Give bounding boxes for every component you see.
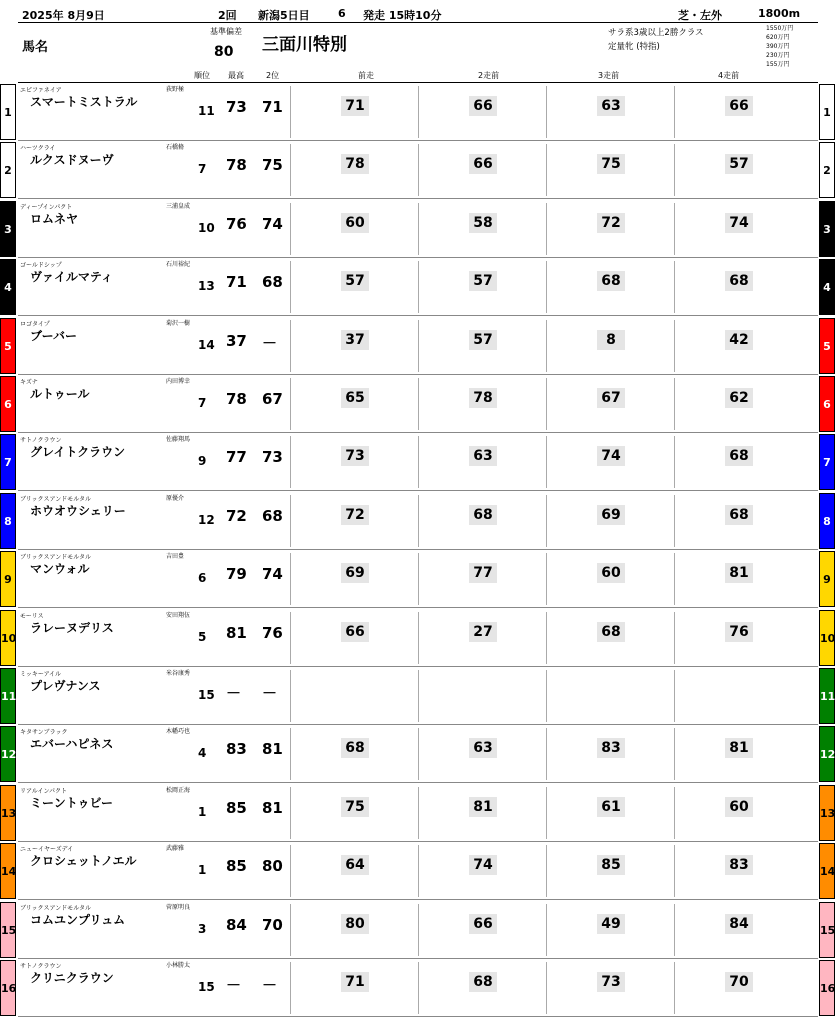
table-row[interactable]	[18, 785, 818, 842]
sire-name: ハーツクライ	[20, 145, 56, 152]
sire-name: リアルインパクト	[20, 788, 68, 795]
post-number-right: 3	[819, 201, 835, 257]
run-index-value: 66	[469, 154, 497, 174]
past-run-2	[418, 670, 539, 722]
post-number-right: 12	[819, 726, 835, 782]
horse-name[interactable]: スマートミストラル	[30, 95, 138, 109]
horse-name[interactable]: ラレーヌデリス	[30, 621, 114, 635]
past-run-3	[546, 845, 667, 897]
post-number-right: 15	[819, 902, 835, 958]
second-value: 68	[262, 507, 283, 525]
best-value: －	[226, 976, 242, 994]
second-value: 76	[262, 624, 283, 642]
table-row[interactable]	[18, 376, 818, 433]
table-row[interactable]	[18, 318, 818, 375]
horse-name[interactable]: ホウオウシェリー	[30, 504, 126, 518]
past-run-1	[290, 144, 411, 196]
prize-4: 230万円	[766, 52, 790, 59]
horse-name[interactable]: クリニクラウン	[30, 971, 114, 985]
run-index-value: 77	[469, 563, 497, 583]
post-number-right: 8	[819, 493, 835, 549]
past-run-2	[418, 612, 539, 664]
past-run-2	[418, 553, 539, 605]
past-run-1	[290, 670, 411, 722]
past-run-3	[546, 86, 667, 138]
run-index-value: 72	[341, 505, 369, 525]
table-row[interactable]	[18, 668, 818, 725]
run-index-value: 68	[597, 271, 625, 291]
past-run-1	[290, 612, 411, 664]
horse-name[interactable]: ルトゥール	[30, 387, 90, 401]
run-index-value: 74	[469, 855, 497, 875]
past-run-1	[290, 378, 411, 430]
second-value: 74	[262, 215, 283, 233]
table-row[interactable]	[18, 434, 818, 491]
second-value: 81	[262, 740, 283, 758]
run-index-value: 80	[341, 914, 369, 934]
post-number-left: 4	[0, 259, 16, 315]
past-run-1	[290, 787, 411, 839]
race-weight-rule: 定量牝 (特指)	[608, 42, 660, 52]
past-run-4	[674, 378, 795, 430]
post-number-left: 3	[0, 201, 16, 257]
second-value: 67	[262, 390, 283, 408]
sire-name: モーリス	[20, 613, 44, 620]
jockey-name: 石川裕紀	[166, 261, 191, 268]
past-run-4	[674, 553, 795, 605]
rank-value: 13	[198, 279, 215, 293]
rank-value: 5	[198, 630, 207, 644]
run-index-value: 60	[597, 563, 625, 583]
best-value: 78	[226, 156, 247, 174]
second-value: 68	[262, 273, 283, 291]
run-index-value: 67	[597, 388, 625, 408]
past-run-2	[418, 495, 539, 547]
run-index-value: 57	[469, 330, 497, 350]
past-run-1	[290, 320, 411, 372]
jockey-name: 荻野極	[166, 86, 185, 93]
run-index-value: 64	[341, 855, 369, 875]
run-index-value: 42	[725, 330, 753, 350]
past-run-2	[418, 86, 539, 138]
race-round: 2回	[218, 9, 237, 22]
run-index-value: 81	[725, 563, 753, 583]
best-value: 84	[226, 916, 247, 934]
post-number-left: 7	[0, 434, 16, 490]
second-value: －	[262, 334, 278, 352]
rank-value: 1	[198, 805, 207, 819]
past-run-3	[546, 612, 667, 664]
best-value: 76	[226, 215, 247, 233]
run-index-value: 60	[341, 213, 369, 233]
past-run-1	[290, 845, 411, 897]
run-index-value: 37	[341, 330, 369, 350]
post-number-left: 16	[0, 960, 16, 1016]
table-row[interactable]	[18, 201, 818, 258]
horse-name[interactable]: ブーバー	[30, 329, 78, 343]
second-value: 81	[262, 799, 283, 817]
run-index-value: 49	[597, 914, 625, 934]
run-index-value: 57	[341, 271, 369, 291]
post-number-right: 10	[819, 610, 835, 666]
run-index-value: 69	[597, 505, 625, 525]
prize-2: 620万円	[766, 34, 790, 41]
table-row[interactable]	[18, 610, 818, 667]
second-value: 74	[262, 565, 283, 583]
prize-5: 155万円	[766, 61, 790, 68]
rank-value: 14	[198, 338, 215, 352]
past-run-3	[546, 787, 667, 839]
surface: 芝・左外	[678, 9, 722, 22]
race-subheader	[18, 22, 818, 83]
sire-name: ロゴタイプ	[20, 321, 50, 328]
run-index-value: 68	[725, 505, 753, 525]
past-run-3	[546, 436, 667, 488]
run-index-value: 60	[725, 797, 753, 817]
post-number-left: 1	[0, 84, 16, 140]
past-run-3	[546, 378, 667, 430]
run-index-value: 62	[725, 388, 753, 408]
column-prev1: 前走	[358, 71, 374, 80]
past-run-1	[290, 728, 411, 780]
sire-name: サトノクラウン	[20, 437, 62, 444]
race-meet: 新潟5日目	[258, 9, 310, 22]
jockey-name: 三浦皇成	[166, 203, 191, 210]
jockey-name: 内田博幸	[166, 378, 191, 385]
sire-name: ブリックスアンドモルタル	[20, 905, 91, 912]
past-run-4	[674, 436, 795, 488]
run-index-value: 66	[725, 96, 753, 116]
past-run-2	[418, 436, 539, 488]
run-index-value: 71	[341, 96, 369, 116]
post-number-left: 12	[0, 726, 16, 782]
post-number-left: 8	[0, 493, 16, 549]
jockey-name: 安田翔伍	[166, 612, 191, 619]
rank-value: 15	[198, 980, 215, 994]
post-number-right: 6	[819, 376, 835, 432]
run-index-value: 73	[341, 446, 369, 466]
base-label: 基準偏差	[210, 27, 242, 36]
post-number-right: 14	[819, 843, 835, 899]
run-index-value: 69	[341, 563, 369, 583]
past-run-4	[674, 144, 795, 196]
sire-name: ゴールドシップ	[20, 262, 62, 269]
run-index-value: 75	[597, 154, 625, 174]
best-value: 71	[226, 273, 247, 291]
horse-name[interactable]: ヴァイルマティ	[30, 270, 113, 284]
post-number-right: 4	[819, 259, 835, 315]
jockey-name: 原優介	[166, 495, 185, 502]
post-number-left: 10	[0, 610, 16, 666]
post-number-left: 6	[0, 376, 16, 432]
table-row[interactable]	[18, 493, 818, 550]
run-index-value: 78	[469, 388, 497, 408]
rank-value: 15	[198, 688, 215, 702]
run-index-value: 84	[725, 914, 753, 934]
run-index-value: 63	[597, 96, 625, 116]
run-index-value: 76	[725, 622, 753, 642]
run-index-value: 71	[341, 972, 369, 992]
run-index-value: 63	[469, 738, 497, 758]
post-number-right: 16	[819, 960, 835, 1016]
sire-name: ブリックスアンドモルタル	[20, 554, 91, 561]
best-value: 78	[226, 390, 247, 408]
jockey-name: 武藤雅	[166, 845, 185, 852]
rank-value: 6	[198, 571, 207, 585]
best-value: 81	[226, 624, 247, 642]
table-row[interactable]	[18, 259, 818, 316]
column-horse-name: 馬名	[22, 40, 49, 55]
past-run-1	[290, 86, 411, 138]
past-run-2	[418, 203, 539, 255]
jockey-name: 佐藤翔馬	[166, 436, 191, 443]
past-run-3	[546, 962, 667, 1014]
column-rank: 順位	[194, 71, 210, 80]
post-number-left: 13	[0, 785, 16, 841]
run-index-value: 72	[597, 213, 625, 233]
run-index-value: 66	[341, 622, 369, 642]
run-index-value: 83	[725, 855, 753, 875]
second-value: －	[262, 976, 278, 994]
jockey-name: 石橋脩	[166, 144, 185, 151]
horse-name[interactable]: プレヴナンス	[30, 679, 101, 693]
past-run-1	[290, 261, 411, 313]
horse-name[interactable]: クロシェットノエル	[30, 854, 137, 868]
past-run-4	[674, 261, 795, 313]
best-value: 77	[226, 448, 247, 466]
post-number-right: 1	[819, 84, 835, 140]
past-run-1	[290, 962, 411, 1014]
rank-value: 10	[198, 221, 215, 235]
rank-value: 3	[198, 922, 207, 936]
best-value: 83	[226, 740, 247, 758]
column-prev2: 2走前	[478, 71, 500, 80]
past-run-3	[546, 203, 667, 255]
past-run-2	[418, 962, 539, 1014]
rank-value: 11	[198, 104, 215, 118]
run-index-value: 74	[725, 213, 753, 233]
past-run-3	[546, 728, 667, 780]
past-run-4	[674, 203, 795, 255]
run-index-value: 66	[469, 96, 497, 116]
rank-value: 7	[198, 396, 207, 410]
table-row[interactable]	[18, 142, 818, 199]
table-row[interactable]	[18, 551, 818, 608]
past-run-4	[674, 845, 795, 897]
sire-name: サトノクラウン	[20, 963, 62, 970]
rank-value: 7	[198, 162, 207, 176]
post-number-right: 7	[819, 434, 835, 490]
base-value: 80	[214, 44, 234, 60]
post-number-left: 5	[0, 318, 16, 374]
run-index-value: 75	[341, 797, 369, 817]
rank-value: 9	[198, 454, 207, 468]
sire-name: キタサンブラック	[20, 729, 68, 736]
run-index-value: 70	[725, 972, 753, 992]
run-index-value: 65	[341, 388, 369, 408]
past-run-3	[546, 495, 667, 547]
past-run-2	[418, 787, 539, 839]
sire-name: エピファネイア	[20, 87, 62, 94]
horse-name[interactable]: ロムネヤ	[30, 212, 79, 226]
post-number-right: 2	[819, 142, 835, 198]
past-run-4	[674, 86, 795, 138]
second-value: －	[262, 684, 278, 702]
best-value: 85	[226, 857, 247, 875]
table-row[interactable]	[18, 84, 818, 141]
past-run-4	[674, 670, 795, 722]
run-index-value: 78	[341, 154, 369, 174]
jockey-name: 吉田豊	[166, 553, 185, 560]
post-number-right: 11	[819, 668, 835, 724]
past-run-1	[290, 436, 411, 488]
sire-name: ニューイヤーズデイ	[20, 846, 74, 853]
past-run-4	[674, 320, 795, 372]
past-run-2	[418, 378, 539, 430]
past-run-4	[674, 612, 795, 664]
horse-name[interactable]: マンウォル	[30, 562, 90, 576]
race-number: 6	[338, 7, 346, 20]
run-index-value: 63	[469, 446, 497, 466]
run-index-value: 85	[597, 855, 625, 875]
run-index-value: 57	[469, 271, 497, 291]
prize-3: 390万円	[766, 43, 790, 50]
past-run-4	[674, 728, 795, 780]
post-number-right: 13	[819, 785, 835, 841]
sire-name: ディープインパクト	[20, 204, 73, 211]
past-run-2	[418, 261, 539, 313]
best-value: 72	[226, 507, 247, 525]
post-time: 発走 15時10分	[363, 9, 442, 22]
past-run-4	[674, 787, 795, 839]
horse-name[interactable]: ルクスドヌーヴ	[30, 153, 114, 167]
horse-name[interactable]: コムユンプリュム	[30, 913, 126, 927]
second-value: 71	[262, 98, 283, 116]
sire-name: ブリックスアンドモルタル	[20, 496, 91, 503]
past-run-4	[674, 904, 795, 956]
best-value: －	[226, 684, 242, 702]
past-run-1	[290, 203, 411, 255]
sire-name: ミッキーアイル	[20, 671, 62, 678]
race-class: サラ系3歳以上2勝クラス	[608, 28, 704, 38]
race-date: 2025年 8月9日	[22, 9, 105, 22]
best-value: 73	[226, 98, 247, 116]
past-run-1	[290, 904, 411, 956]
past-run-2	[418, 728, 539, 780]
past-run-4	[674, 962, 795, 1014]
past-run-3	[546, 553, 667, 605]
run-index-value: 74	[597, 446, 625, 466]
post-number-left: 14	[0, 843, 16, 899]
post-number-left: 15	[0, 902, 16, 958]
rank-value: 12	[198, 513, 215, 527]
past-run-2	[418, 144, 539, 196]
column-second: 2位	[266, 71, 280, 80]
horse-name[interactable]: グレイトクラウン	[30, 445, 126, 459]
distance: 1800m	[758, 7, 801, 20]
past-run-4	[674, 495, 795, 547]
past-run-1	[290, 553, 411, 605]
run-index-value: 68	[725, 271, 753, 291]
run-index-value: 68	[469, 505, 497, 525]
best-value: 37	[226, 332, 247, 350]
race-name: 三面川特別	[262, 35, 347, 55]
past-run-2	[418, 320, 539, 372]
post-number-right: 9	[819, 551, 835, 607]
post-number-left: 11	[0, 668, 16, 724]
table-row[interactable]	[18, 843, 818, 900]
past-run-2	[418, 845, 539, 897]
rank-value: 1	[198, 863, 207, 877]
post-number-left: 9	[0, 551, 16, 607]
past-run-3	[546, 904, 667, 956]
column-best: 最高	[228, 71, 244, 80]
horse-name[interactable]: エバーハピネス	[30, 737, 114, 751]
table-row[interactable]	[18, 960, 818, 1017]
past-run-3	[546, 261, 667, 313]
run-index-value: 68	[725, 446, 753, 466]
jockey-name: 菊沢一樹	[166, 320, 191, 327]
jockey-name: 木幡巧也	[166, 728, 191, 735]
jockey-name: 松岡正海	[166, 787, 191, 794]
run-index-value: 73	[597, 972, 625, 992]
race-header	[18, 6, 818, 23]
table-row[interactable]	[18, 726, 818, 783]
post-number-right: 5	[819, 318, 835, 374]
second-value: 80	[262, 857, 283, 875]
horse-name[interactable]: ミーントゥビー	[30, 796, 113, 810]
run-index-value: 8	[597, 330, 625, 350]
rank-value: 4	[198, 746, 207, 760]
column-prev3: 3走前	[598, 71, 620, 80]
jockey-name: 米谷康秀	[166, 670, 191, 677]
run-index-value: 66	[469, 914, 497, 934]
past-run-3	[546, 144, 667, 196]
prize-1: 1550万円	[766, 25, 794, 32]
past-run-1	[290, 495, 411, 547]
run-index-value: 83	[597, 738, 625, 758]
run-index-value: 58	[469, 213, 497, 233]
prize-list	[766, 24, 793, 69]
run-index-value: 68	[597, 622, 625, 642]
run-index-value: 81	[469, 797, 497, 817]
run-index-value: 27	[469, 622, 497, 642]
run-index-value: 81	[725, 738, 753, 758]
past-run-3	[546, 320, 667, 372]
run-index-value: 68	[469, 972, 497, 992]
second-value: 73	[262, 448, 283, 466]
past-run-2	[418, 904, 539, 956]
run-index-value: 68	[341, 738, 369, 758]
run-index-value: 57	[725, 154, 753, 174]
post-number-left: 2	[0, 142, 16, 198]
table-row[interactable]	[18, 902, 818, 959]
best-value: 79	[226, 565, 247, 583]
past-run-3	[546, 670, 667, 722]
best-value: 85	[226, 799, 247, 817]
race-conditions	[608, 26, 704, 54]
run-index-value: 61	[597, 797, 625, 817]
column-prev4: 4走前	[718, 71, 740, 80]
sire-name: キズナ	[20, 379, 38, 386]
jockey-name: 菅原明良	[166, 904, 191, 911]
second-value: 75	[262, 156, 283, 174]
second-value: 70	[262, 916, 283, 934]
jockey-name: 小林勝太	[166, 962, 191, 969]
